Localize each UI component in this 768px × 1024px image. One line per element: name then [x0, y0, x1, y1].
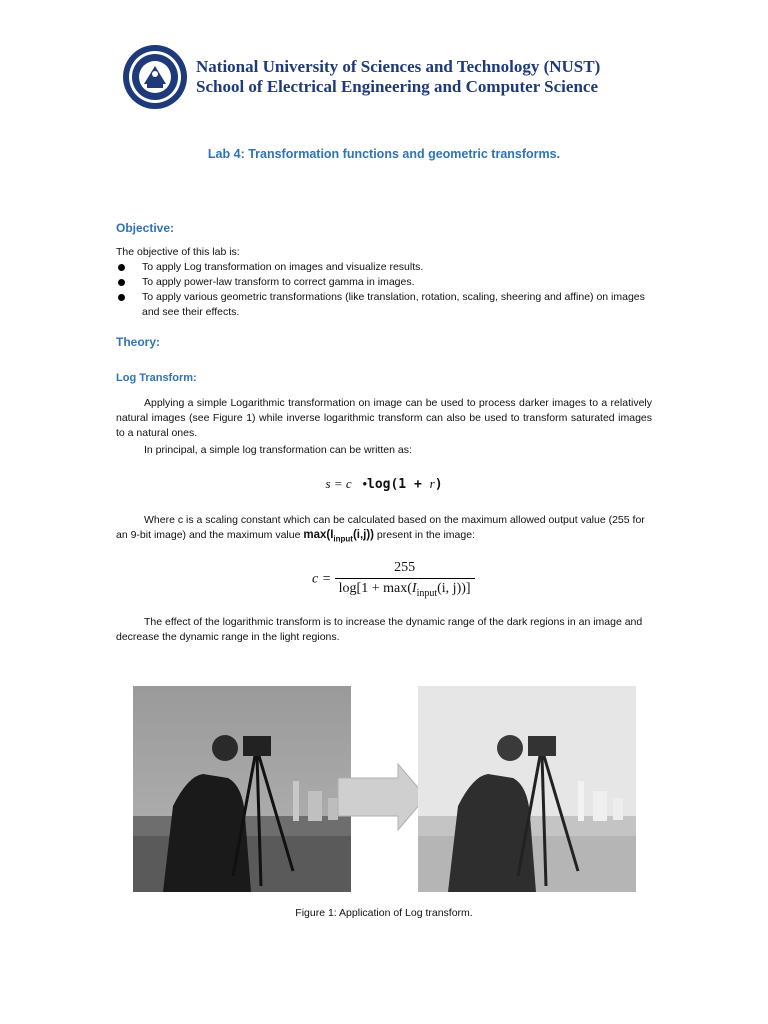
objective-heading: Objective:	[116, 221, 175, 235]
theory-paragraph-2: In principal, a simple log transformation can be written as:	[144, 444, 412, 456]
cameraman-original-image	[133, 686, 351, 892]
theory-paragraph-3: Where c is a scaling constant which can be calculated based on the maximum allowed output value (255 for an 9-bit image) and the maximum value $\max(I_{input}(i,j))$ present in the image:	[116, 514, 645, 544]
cameraman-log-transformed-image	[418, 686, 636, 892]
bullet-icon	[118, 279, 125, 286]
theory-paragraph-4: The effect of the logarithmic transform is to increase the dynamic range of the dark regions in an image and decrease the dynamic range in the light regions.	[116, 616, 643, 643]
bullet-icon	[118, 294, 125, 301]
university-name: National University of Sciences and Technology (NUST)	[196, 57, 601, 76]
right-arrow-icon	[336, 762, 428, 832]
list-item: To apply power-law transform to correct gamma in images.	[116, 275, 656, 290]
nust-logo-icon	[122, 44, 188, 110]
objective-intro: The objective of this lab is:	[116, 246, 240, 258]
school-name: School of Electrical Engineering and Computer Science	[196, 77, 598, 96]
theory-heading: Theory:	[116, 335, 161, 349]
formula-fraction: $\frac{255}{\log[1 + \max(I_{input}(i, j))]}$	[335, 560, 475, 599]
figure-caption: Figure 1: Application of Log transform.	[295, 907, 473, 919]
scaling-constant-formula: c = $\frac{255}{\log[1 + \max(I_{input}(i, j))]}$	[312, 560, 475, 599]
list-item: To apply Log transformation on images and visualize results.	[116, 260, 656, 275]
log-formula: s = c •log(1 + r)	[325, 476, 443, 492]
lab-title: Lab 4: Transformation functions and geometric transforms.	[207, 147, 561, 161]
list-item: To apply various geometric transformations (like translation, rotation, scaling, sheering and affine) on images and see their effects.	[116, 290, 656, 320]
theory-paragraph-1: Applying a simple Logarithmic transformation on image can be used to process darker images to a relatively natural images (see Figure 1) while inverse logarithmic transform can also be used to transform saturated images to a natural ones.	[116, 397, 652, 439]
objective-list	[116, 260, 656, 320]
log-transform-heading: Log Transform:	[116, 372, 197, 384]
bullet-icon	[118, 264, 125, 271]
